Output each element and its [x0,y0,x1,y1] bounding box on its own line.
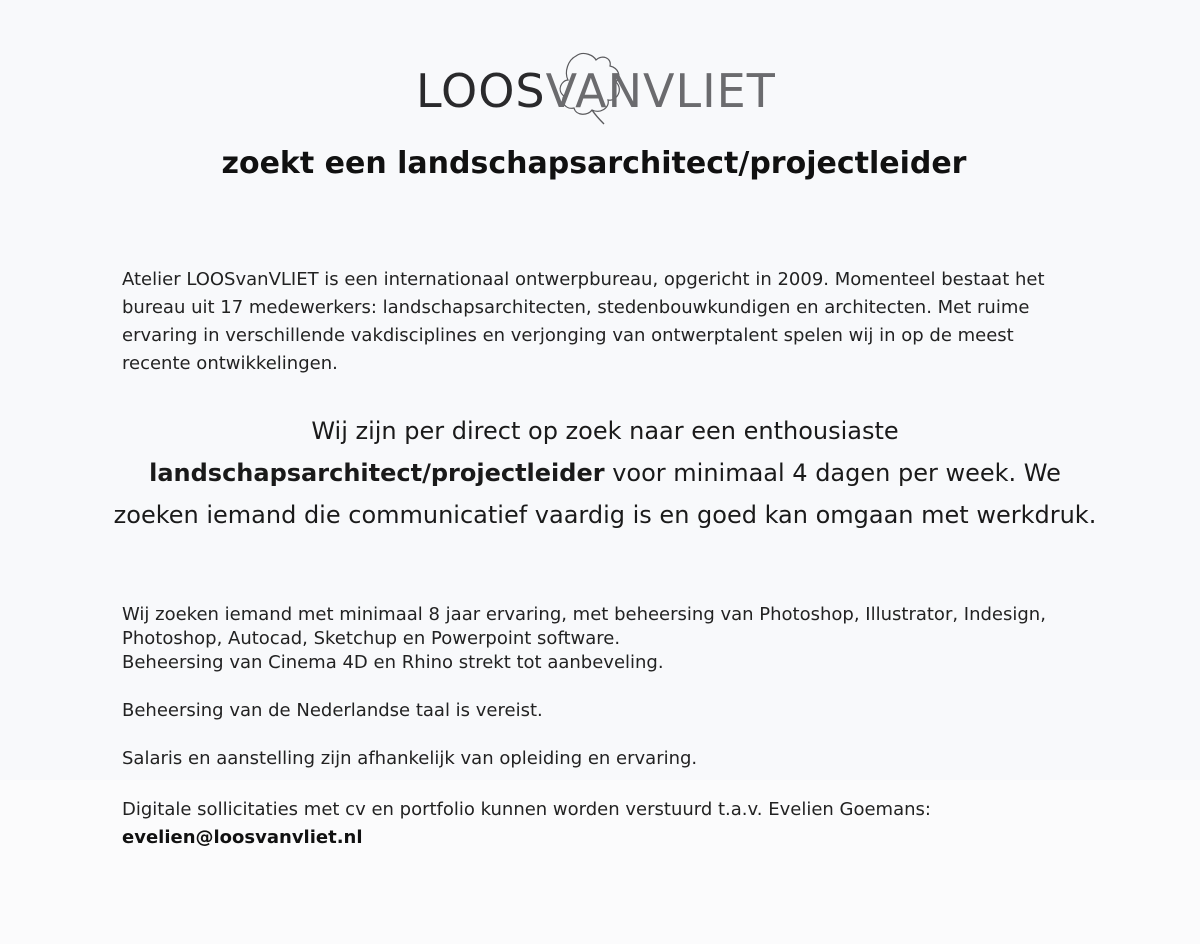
callout-text-before: Wij zijn per direct op zoek naar een enthousiaste [311,417,899,445]
page-title: zoekt een landschapsarchitect/projectleider [221,146,967,181]
intro-paragraph: Atelier LOOSvanVLIET is een internationaal ontwerpbureau, opgericht in 2009. Momenteel bestaat het bureau uit 17 medewerkers: landschapsarchitecten, stedenbouwkundigen en architecten. Met ruime ervaring in verschillende vakdisciplines en verjonging van ontwerptalent spelen wij in op de meest recente ontwikkelingen. [122,269,1045,374]
requirements-paragraph [122,603,1082,675]
language-paragraph: Beheersing van de Nederlandse taal is vereist. [122,700,543,721]
logo-text-vanvliet: VANVLIET [545,64,776,118]
salary-paragraph: Salaris en aanstelling zijn afhankelijk van opleiding en ervaring. [122,748,698,769]
callout-paragraph [110,410,1100,536]
email-link[interactable]: evelien@loosvanvliet.nl [122,827,363,848]
requirements-line-1: Wij zoeken iemand met minimaal 8 jaar ervaring, met beheersing van Photoshop, Illustrator, Indesign, Photoshop, Autocad, Sketchup en Powerpoint software. [122,604,1046,649]
application-paragraph [122,796,1082,852]
application-text: Digitale sollicitaties met cv en portfolio kunnen worden verstuurd t.a.v. Evelien Goemans: [122,799,931,820]
requirements-line-2: Beheersing van Cinema 4D en Rhino strekt tot aanbeveling. [122,652,664,673]
callout-job-title: landschapsarchitect/projectleider [149,459,605,487]
callout-text-after: voor minimaal 4 dagen per week. We zoeken iemand die communicatief vaardig is en goed kan omgaan met werkdruk. [113,459,1097,529]
logo-text-loos: LOOS [416,64,546,118]
logo-wordmark [416,64,776,118]
company-logo [416,50,780,130]
